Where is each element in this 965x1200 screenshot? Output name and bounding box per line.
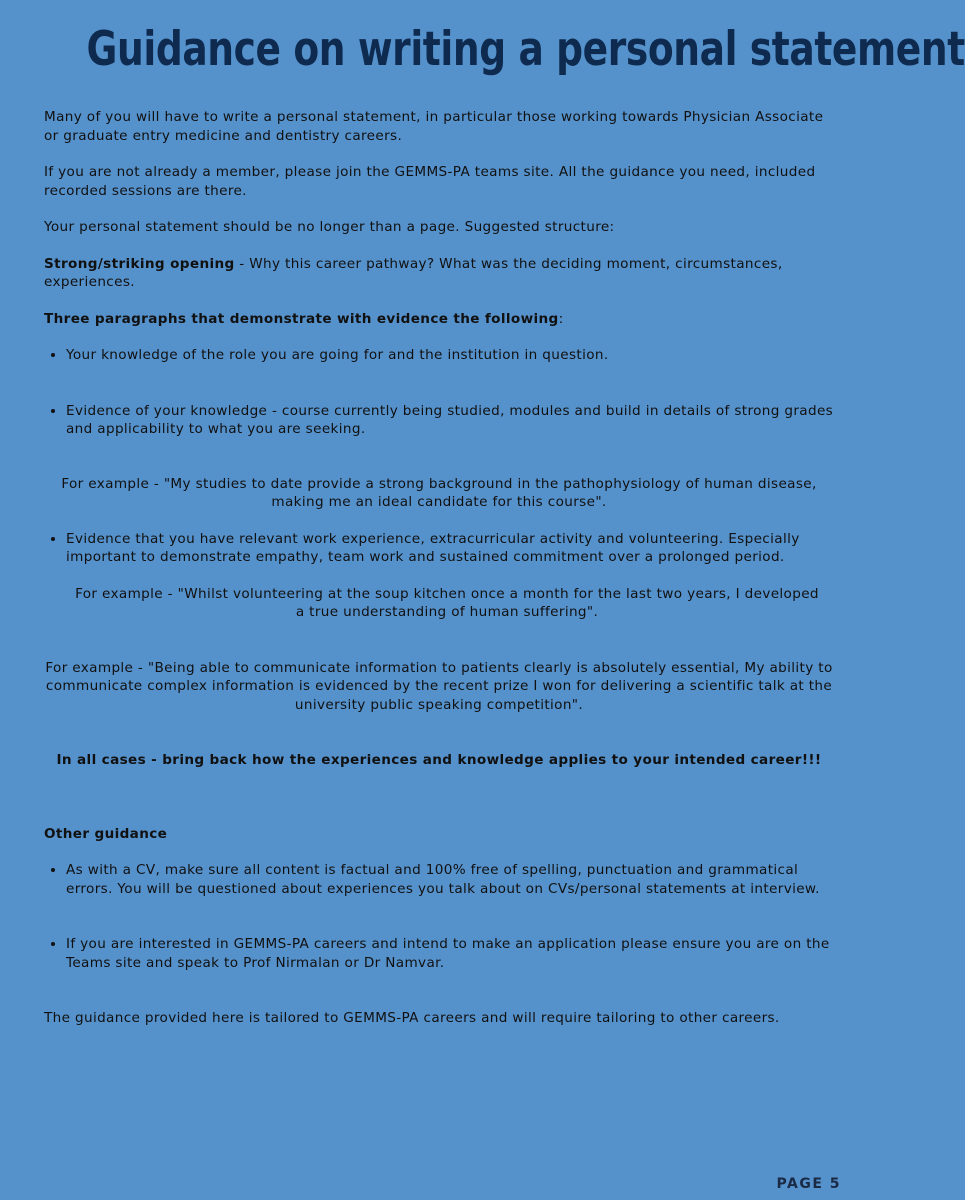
list-item: • If you are interested in GEMMS-PA careers and intend to make an application please ensure you are on the Teams site and speak to Prof Nirmalan or Dr Namvar.	[66, 935, 834, 972]
example-quote: For example - "My studies to date provide a strong background in the pathophysiology of human disease, making me an ideal candidate for this course".	[61, 475, 817, 510]
evidence-list	[44, 530, 834, 567]
other-guidance-list	[44, 935, 834, 972]
closing-paragraph: The guidance provided here is tailored to GEMMS-PA careers and will require tailoring to other careers.	[44, 1010, 780, 1026]
opening-heading: Strong/striking opening	[44, 255, 235, 272]
three-paragraphs-bold: Three paragraphs that demonstrate with evidence the following	[44, 310, 559, 327]
all-cases-note: In all cases - bring back how the experiences and knowledge applies to your intended career!!!	[56, 752, 822, 768]
other-guidance-list	[44, 861, 834, 898]
list-item: • Evidence that you have relevant work experience, extracurricular activity and volunteering. Especially important to demonstrate empathy, team work and sustained commitment over a prolonged period.	[66, 530, 834, 567]
list-item: • As with a CV, make sure all content is factual and 100% free of spelling, punctuation and grammatical errors. You will be questioned about experiences you talk about on CVs/personal statements at interview.	[66, 861, 834, 898]
example-quote: For example - "Whilst volunteering at the soup kitchen once a month for the last two years, I developed a true understanding of human suffering".	[75, 585, 819, 620]
document-body	[44, 108, 834, 1028]
page-number: PAGE 5	[776, 1176, 841, 1192]
list-item: • Evidence of your knowledge - course currently being studied, modules and build in details of strong grades and applicability to what you are seeking.	[66, 402, 834, 439]
evidence-list	[44, 402, 834, 439]
intro-paragraph: If you are not already a member, please join the GEMMS-PA teams site. All the guidance you need, included recorded sessions are there.	[44, 164, 816, 199]
other-guidance-heading: Other guidance	[44, 825, 168, 842]
opening-text: - Why this career pathway? What was the deciding moment, circumstances, experiences.	[44, 255, 783, 290]
opening-paragraph	[44, 255, 834, 292]
evidence-list	[44, 346, 834, 365]
example-quote: For example - "Being able to communicate information to patients clearly is absolutely essential, My ability to communicate complex information is evidenced by the recent prize I won for delivering a scientific talk at the university public speaking competition".	[45, 659, 833, 713]
intro-paragraph: Your personal statement should be no longer than a page. Suggested structure:	[44, 219, 615, 235]
three-paragraphs-heading: Three paragraphs that demonstrate with evidence the following:	[44, 310, 564, 327]
page-title: Guidance on writing a personal statement	[86, 22, 965, 77]
list-item: • Your knowledge of the role you are going for and the institution in question.	[66, 346, 834, 365]
intro-paragraph: Many of you will have to write a personal statement, in particular those working towards Physician Associate or graduate entry medicine and dentistry careers.	[44, 109, 824, 144]
